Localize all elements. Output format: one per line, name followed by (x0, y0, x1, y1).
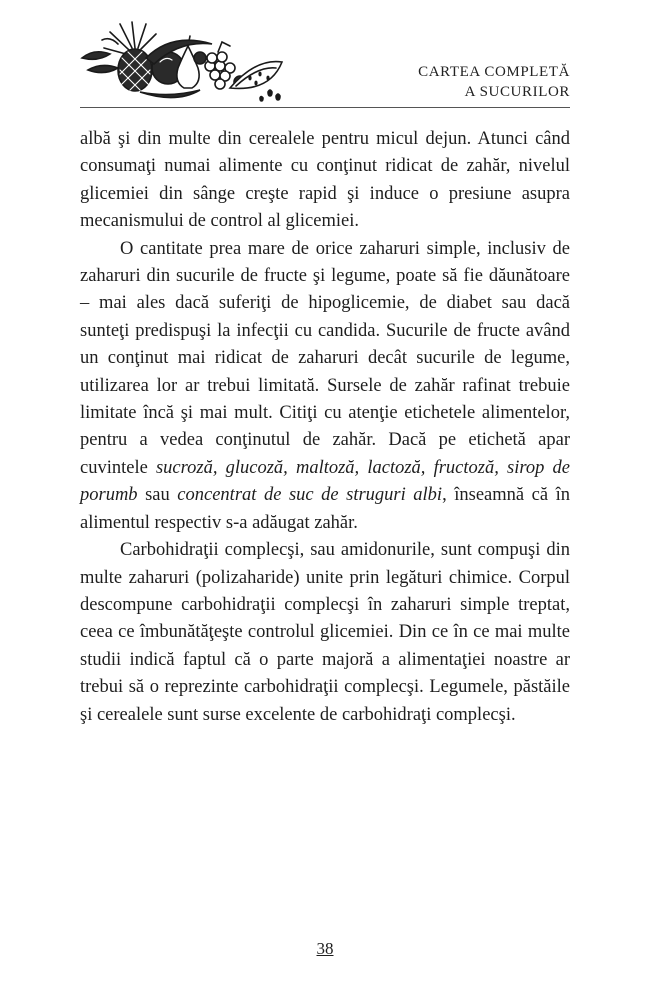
grape-concentrate-italic: concentrat de suc de struguri albi (177, 485, 443, 506)
book-title-line-1: CARTEA COMPLETĂ (418, 64, 570, 80)
paragraph-2-middle: sau (137, 485, 178, 506)
running-header (80, 18, 570, 110)
body-text (80, 126, 570, 729)
paragraph-2 (80, 236, 570, 537)
book-title-line-2: A SUCURILOR (464, 84, 570, 100)
paragraph-3: Carbohidraţii complecşi, sau amidonurile, sunt compuşi din multe zaharuri (polizaharide) unite prin legături chimice. Corpul descompune carbohidraţii complecşi în zaharuri simple treptat, ceea ce îmbunătăţeşte controlul glicemiei. Din ce în ce mai multe studii indică faptul că o parte majoră a alimentaţiei noastre ar trebui să o reprezinte carbohidraţii complecşi. Legumele, păstăile şi cerealele sunt surse excelente de carbohidraţi complecşi. (80, 540, 570, 725)
book-title (418, 62, 570, 102)
paragraph-1: albă şi din multe din cerealele pentru micul dejun. Atunci când consumaţi numai alimente cu conţinut ridicat de zahăr, nivelul glicemiei din sânge creşte rapid şi induce o presiune asupra mecanismului de control al glicemiei. (80, 129, 570, 232)
paragraph-2-after: , înseamnă că în alimentul respectiv s-a adăugat zahăr. (80, 485, 570, 533)
fruit-vegetable-illustration-icon (80, 18, 285, 102)
header-divider (80, 107, 570, 108)
sugar-names-italic: sucroză, glucoză, maltoză, lactoză, fructoză, sirop de porumb (80, 457, 570, 506)
paragraph-2-before: O cantitate prea mare de orice zaharuri simple, inclusiv de zaharuri din sucurile de fructe şi legume, poate să fie dăunătoare – mai ales dacă suferiţi de hipoglicemie, de diabet sau dacă sunteţi predispuşi la infecţii cu candida. Sucurile de fructe având un conţinut mai ridicat de zaharuri decât sucurile de legume, utilizarea lor ar trebui limitată. Sursele de zahăr rafinat trebuie limitate încă şi mai mult. Citiţi cu atenţie etichetele alimentelor, pentru a vedea conţinutul de zahăr. Dacă pe etichetă apar cuvintele (80, 238, 570, 478)
page-number: 38 (316, 939, 334, 958)
